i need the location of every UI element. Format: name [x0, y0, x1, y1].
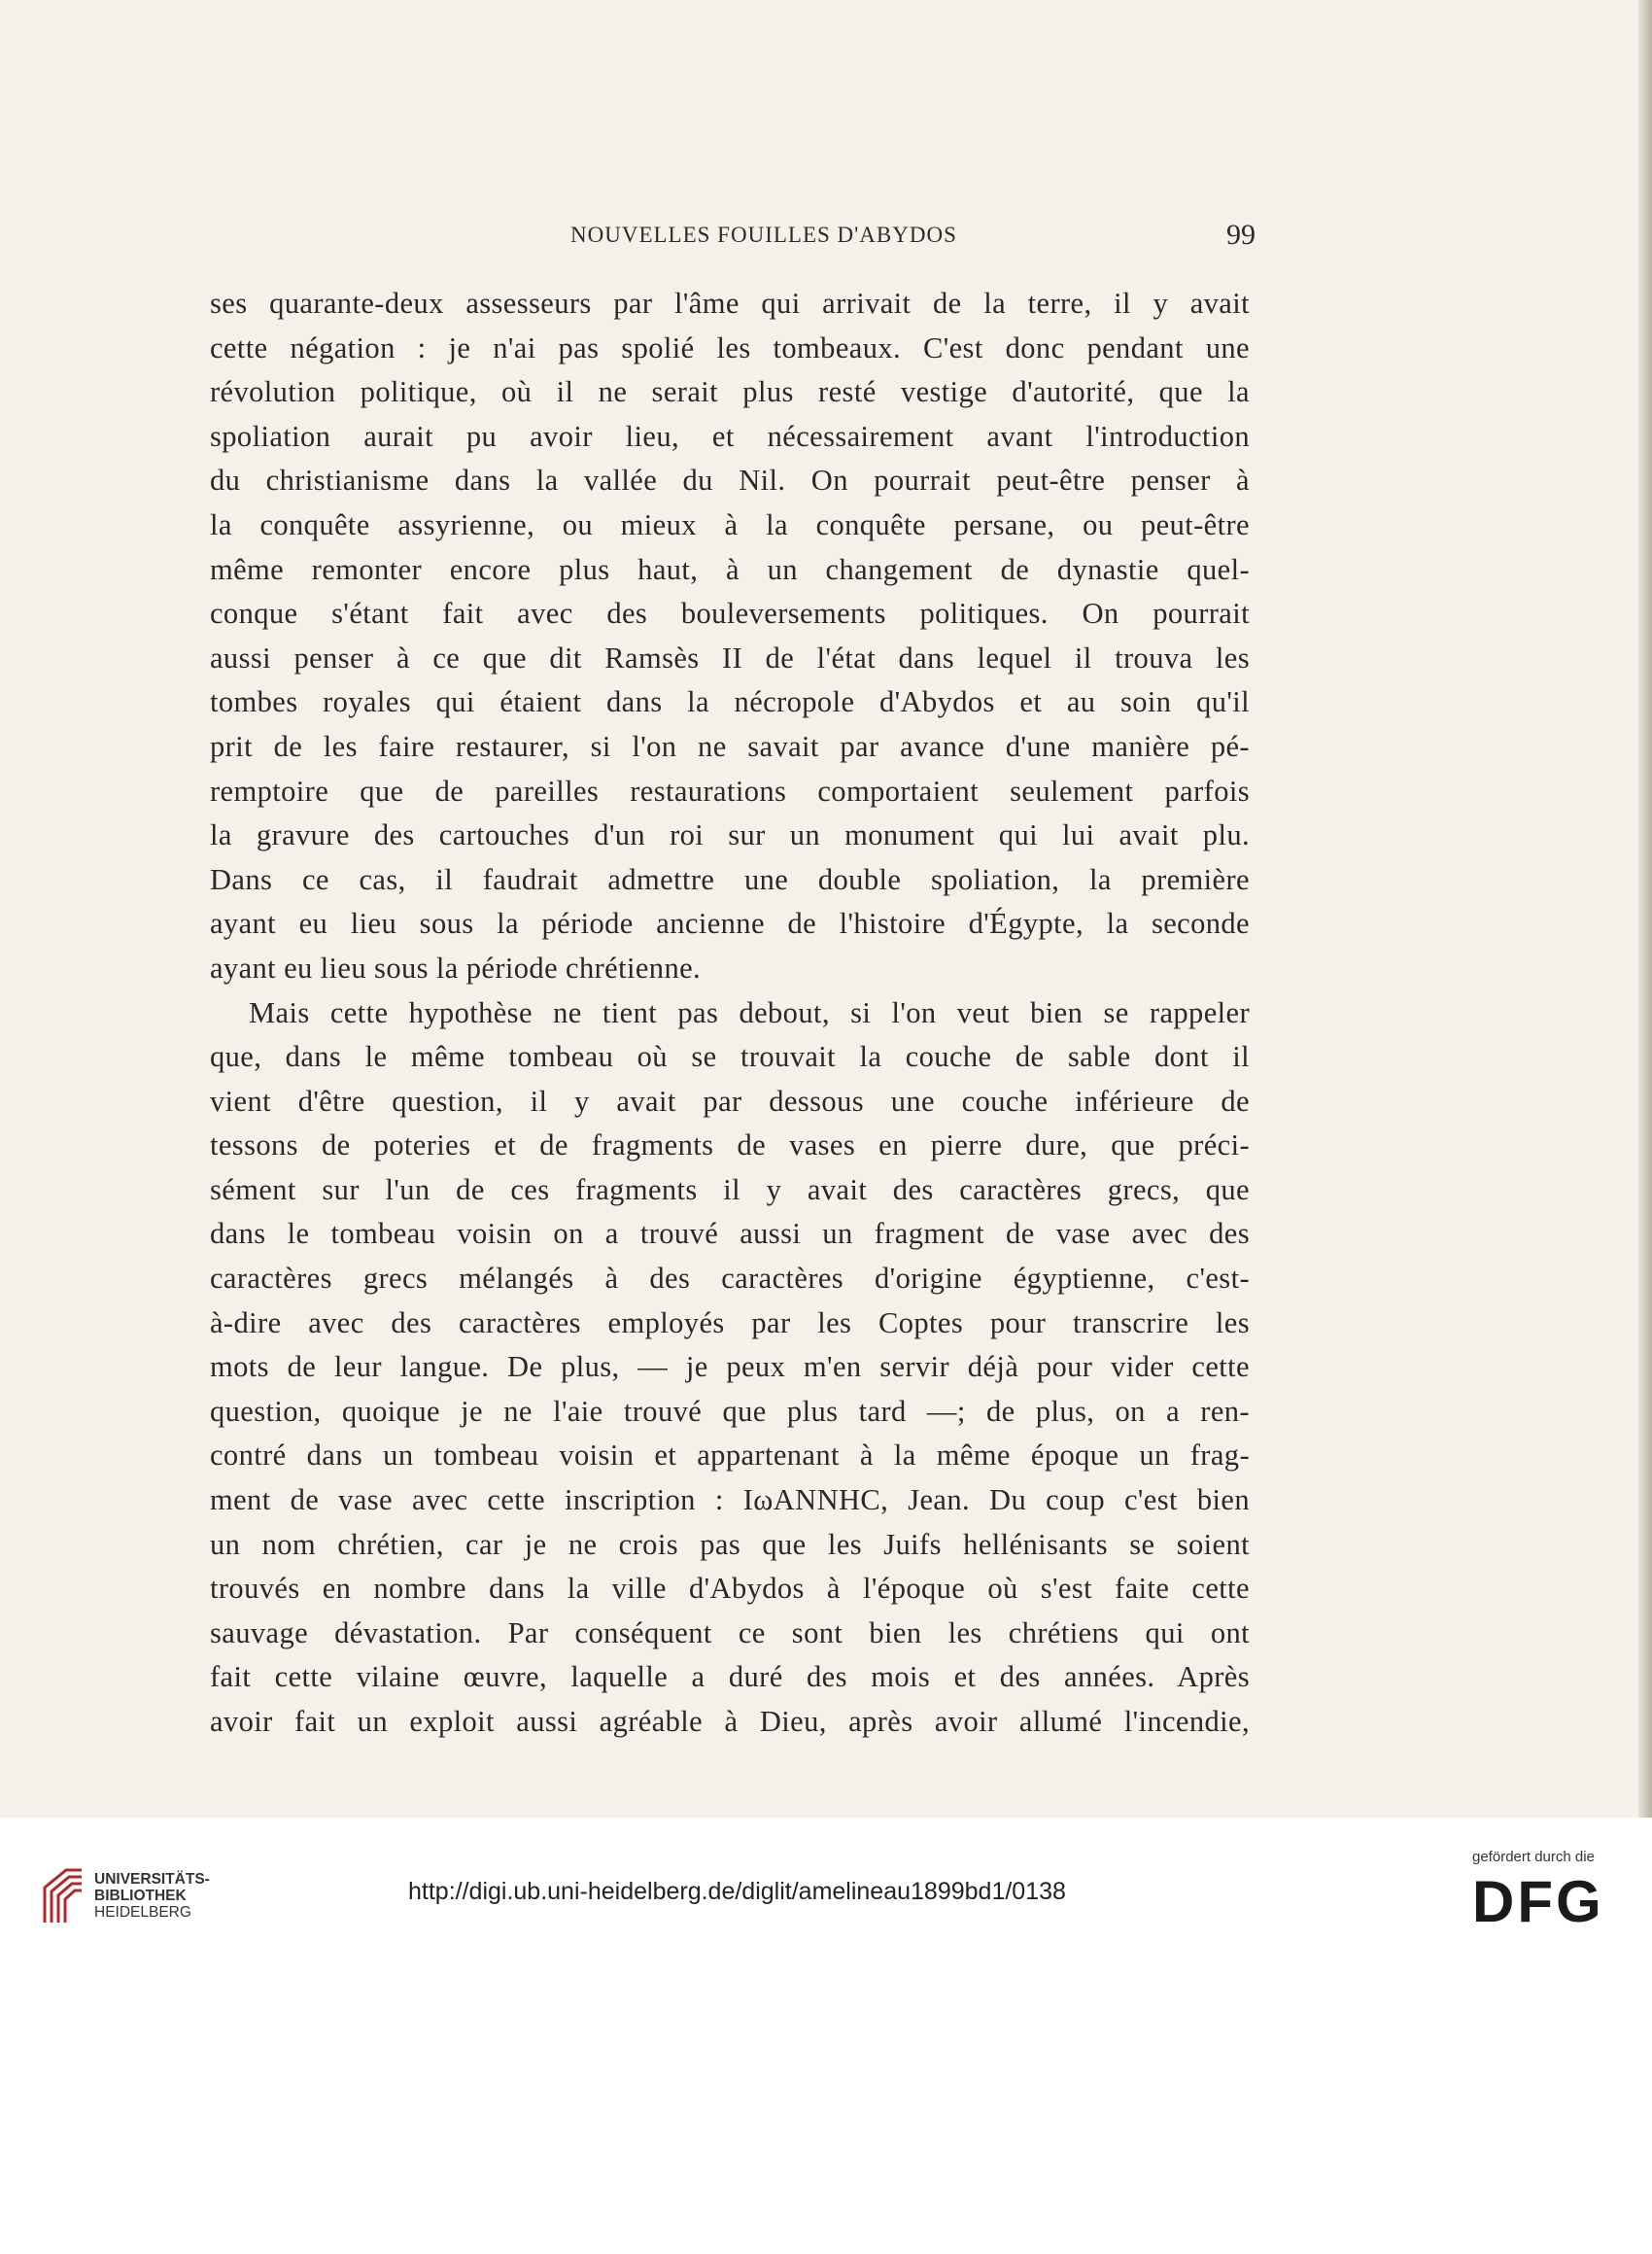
text-line: du christianisme dans la vallée du Nil. On pourrait peut-être penser à [210, 464, 1250, 498]
text-line: prit de les faire restaurer, si l'on ne savait par avance d'une manière pé- [210, 729, 1250, 763]
library-name [94, 1871, 210, 1921]
text-line: avoir fait un exploit aussi agréable à Dieu, après avoir allumé l'incendie, [210, 1705, 1250, 1738]
text-line: tessons de poteries et de fragments de vases en pierre dure, que préci- [210, 1128, 1250, 1162]
text-line: trouvés en nombre dans la ville d'Abydos à l'époque où s'est faite cette [210, 1572, 1250, 1606]
library-name-line: UNIVERSITÄTS- [94, 1871, 210, 1888]
text-line: ayant eu lieu sous la période ancienne de l'histoire d'Égypte, la seconde [210, 907, 1250, 941]
text-line: fait cette vilaine œuvre, laquelle a duré des mois et des années. Après [210, 1660, 1250, 1694]
text-line: à-dire avec des caractères employés par les Coptes pour transcrire les [210, 1305, 1250, 1339]
library-name-line: HEIDELBERG [94, 1904, 191, 1921]
funding-caption: gefördert durch die [1472, 1849, 1595, 1865]
library-name-line: BIBLIOTHEK [94, 1888, 187, 1904]
text-line: caractères grecs mélangés à des caractères d'origine égyptienne, c'est- [210, 1262, 1250, 1296]
text-line: révolution politique, où il ne serait plus resté vestige d'autorité, que la [210, 375, 1250, 409]
body-text [210, 282, 1250, 1745]
text-line: aussi penser à ce que dit Ramsès II de l'état dans lequel il trouva les [210, 641, 1250, 675]
text-line: spoliation aurait pu avoir lieu, et nécessairement avant l'introduction [210, 419, 1250, 453]
text-line: dans le tombeau voisin on a trouvé aussi un fragment de vase avec des [210, 1217, 1250, 1251]
text-line: la gravure des cartouches d'un roi sur un monument qui lui avait plu. [210, 818, 1250, 852]
paragraph-start-line: Mais cette hypothèse ne tient pas debout, si l'on veut bien se rappeler [249, 995, 1250, 1029]
text-line: même remonter encore plus haut, à un changement de dynastie quel- [210, 552, 1250, 586]
text-line: sément sur l'un de ces fragments il y avait des caractères grecs, que [210, 1172, 1250, 1206]
footer-bar [0, 1818, 1652, 2254]
running-head: NOUVELLES FOUILLES D'ABYDOS [570, 223, 957, 247]
dfg-logo: DFG [1472, 1869, 1604, 1934]
permalink-url[interactable]: http://digi.ub.uni-heidelberg.de/diglit/amelineau1899bd1/0138 [408, 1878, 1066, 1905]
text-line: un nom chrétien, car je ne crois pas que les Juifs hellénisants se soient [210, 1527, 1250, 1561]
text-line: tombes royales qui étaient dans la nécropole d'Abydos et au soin qu'il [210, 685, 1250, 719]
text-line: sauvage dévastation. Par conséquent ce sont bien les chrétiens qui ont [210, 1615, 1250, 1649]
text-line: remptoire que de pareilles restaurations comportaient seulement parfois [210, 774, 1250, 808]
text-line: vient d'être question, il y avait par dessous une couche inférieure de [210, 1084, 1250, 1118]
text-line: ment de vase avec cette inscription : IωANNHC, Jean. Du coup c'est bien [210, 1483, 1250, 1517]
ub-heidelberg-logo-icon [37, 1866, 86, 1925]
text-line: ses quarante-deux assesseurs par l'âme qui arrivait de la terre, il y avait [210, 287, 1250, 320]
text-line: ayant eu lieu sous la période chrétienne. [210, 951, 702, 985]
text-line: mots de leur langue. De plus, — je peux m'en servir déjà pour vider cette [210, 1350, 1250, 1384]
text-line: que, dans le même tombeau où se trouvait la couche de sable dont il [210, 1040, 1250, 1074]
page-edge-shadow [1638, 0, 1652, 1818]
text-line: conque s'étant fait avec des bouleversements politiques. On pourrait [210, 597, 1250, 631]
page-number: 99 [1226, 219, 1256, 251]
text-line: la conquête assyrienne, ou mieux à la conquête persane, ou peut-être [210, 507, 1250, 541]
page-header [225, 219, 1256, 260]
text-line: cette négation : je n'ai pas spolié les tombeaux. C'est donc pendant une [210, 330, 1250, 364]
text-line: contré dans un tombeau voisin et appartenant à la même époque un frag- [210, 1439, 1250, 1473]
text-line: question, quoique je ne l'aie trouvé que plus tard —; de plus, on a ren- [210, 1394, 1250, 1428]
text-line: Dans ce cas, il faudrait admettre une double spoliation, la première [210, 862, 1250, 896]
